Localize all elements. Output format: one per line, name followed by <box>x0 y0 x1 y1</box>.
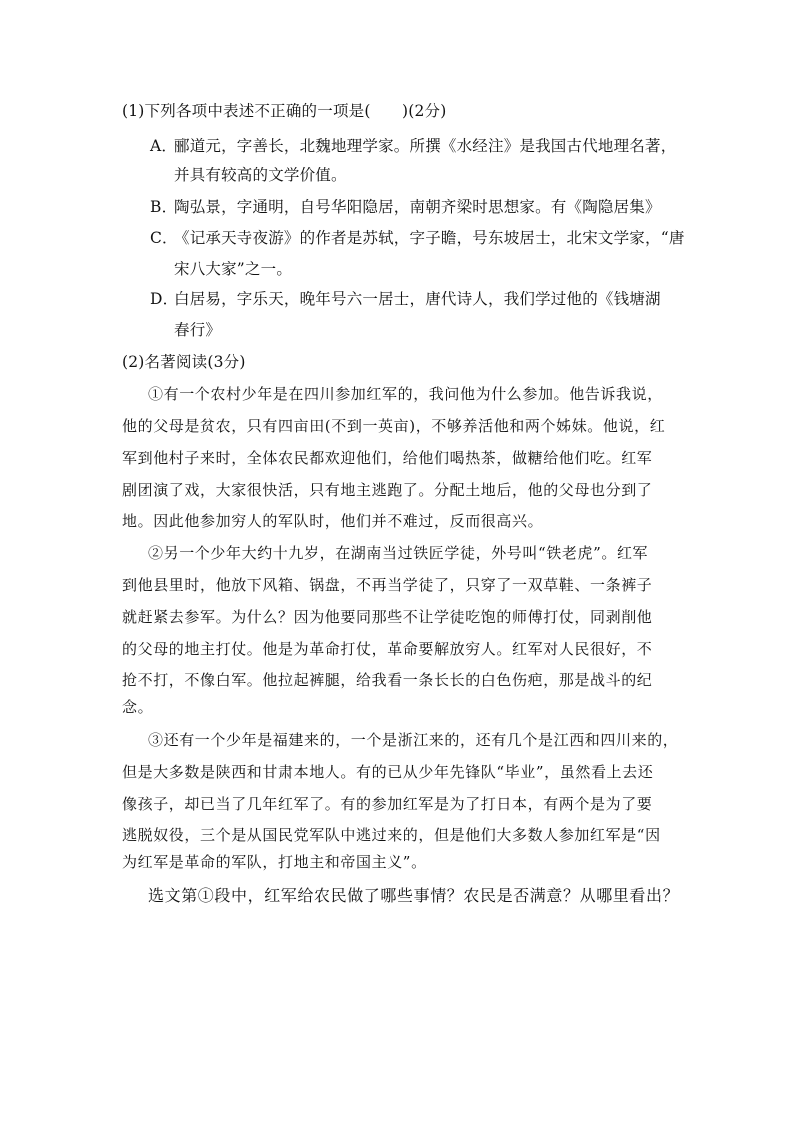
option-a-text-line1: 郦道元，字善长，北魏地理学家。所撰《水经注》是我国古代地理名著， <box>174 137 677 155</box>
option-d-text-line1: 白居易，字乐天，晚年号六一居士，唐代诗人，我们学过他的《钱塘湖 <box>174 290 661 308</box>
passage-paragraph-2-line: 就赶紧去参军。为什么？因为他要同那些不让学徒吃饱的师傅打仗，同剥削他 <box>122 608 653 626</box>
passage-paragraph-2-line: ②另一个少年大约十九岁，在湖南当过铁匠学徒，外号叫“铁老虎”。红军 <box>148 544 649 562</box>
passage-paragraph-1-line: 军到他村子来时，全体农民都欢迎他们，给他们喝热茶，做糖给他们吃。红军 <box>122 449 653 467</box>
question-1-heading: (1)下列各项中表述不正确的一项是( )(2分) <box>122 102 447 120</box>
question-2-task: 选文第①段中，红军给农民做了哪些事情？农民是否满意？从哪里看出？ <box>148 886 680 905</box>
passage-paragraph-2-line: 念。 <box>122 698 154 716</box>
passage-paragraph-3-line: ③还有一个少年是福建来的，一个是浙江来的，还有几个是江西和四川来的， <box>148 731 679 749</box>
passage-paragraph-2-line: 抢不打，不像白军。他拉起裤腿，给我看一条长长的白色伤疤，那是战斗的纪 <box>122 671 653 689</box>
passage-paragraph-3-line: 逃脱奴役，三个是从国民党军队中逃过来的，但是他们大多数人参加红军是“因 <box>122 826 661 844</box>
passage-paragraph-1-line: 地。因此他参加穷人的军队时，他们并不难过，反而很高兴。 <box>122 512 544 530</box>
option-a-label: A． <box>150 137 178 155</box>
passage-paragraph-3-line: 但是大多数是陕西和甘肃本地人。有的已从少年先锋队“毕业”，虽然看上去还 <box>122 763 654 781</box>
option-c-text-line2: 宋八大家”之一。 <box>174 260 293 278</box>
option-d-text-line2: 春行》 <box>174 321 222 339</box>
option-b-label: B． <box>150 198 178 216</box>
passage-paragraph-1-line: 剧团演了戏，大家很快活，只有地主逃跑了。分配土地后，他的父母也分到了 <box>122 481 653 499</box>
option-d-label: D． <box>150 290 179 308</box>
option-c-label: C． <box>150 229 178 247</box>
passage-paragraph-2-line: 的父母的地主打仗。他是为革命打仗，革命要解放穷人。红军对人民很好，不 <box>122 640 653 658</box>
passage-paragraph-3-line: 像孩子，却已当了几年红军了。有的参加红军是为了打日本，有两个是为了要 <box>122 795 653 813</box>
passage-paragraph-1-line: ①有一个农村少年是在四川参加红军的，我问他为什么参加。他告诉我说， <box>148 385 663 403</box>
option-a-text-line2: 并具有较高的文学价值。 <box>174 166 347 184</box>
option-b-text-line1: 陶弘景，字通明，自号华阳隐居，南朝齐梁时思想家。有《陶隐居集》 <box>174 198 661 216</box>
passage-paragraph-1-line: 他的父母是贫农，只有四亩田(不到一英亩)，不够养活他和两个姊妹。他说，红 <box>122 417 666 435</box>
option-c-text-line1: 《记承天寺夜游》的作者是苏轼，字子瞻，号东坡居士，北宋文学家，“唐 <box>174 229 685 247</box>
passage-paragraph-2-line: 到他县里时，他放下风箱、锅盘，不再当学徒了，只穿了一双草鞋、一条裤子 <box>122 576 653 594</box>
question-2-heading: (2)名著阅读(3分) <box>122 353 246 371</box>
passage-paragraph-3-line: 为红军是革命的军队，打地主和帝国主义”。 <box>122 853 427 871</box>
